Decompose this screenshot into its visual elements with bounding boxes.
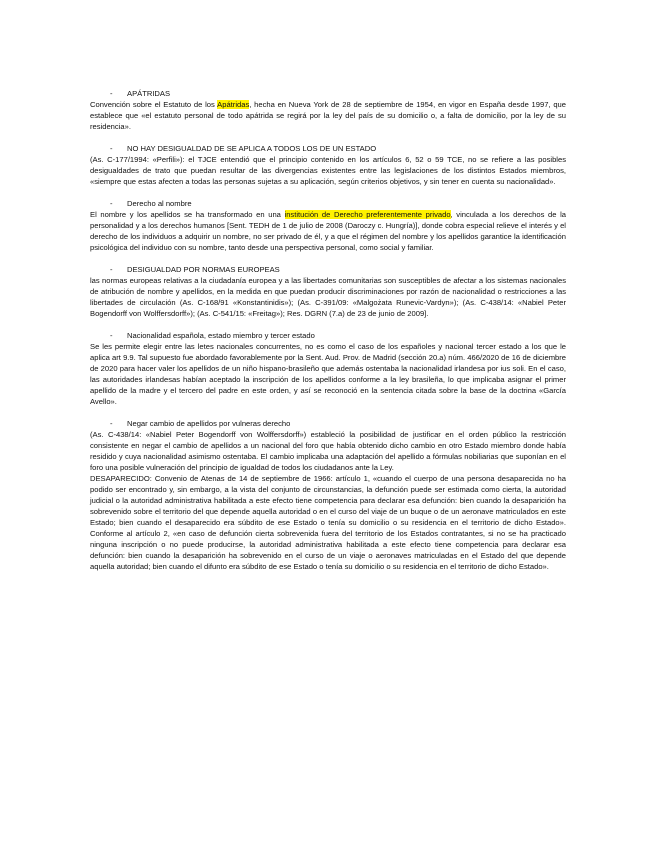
section-apatridas [90, 88, 566, 132]
text-run: , hecha en Nueva York de 28 de septiembre de 1954, en vigor en España desde 1997, que establece que «el estatuto personal de todo apátrida se regirá por la ley del país de su domicilio o, a falta de domicilio, por la ley de su residencia». [90, 100, 566, 131]
section-derecho-nombre [90, 198, 566, 253]
highlighted-text: Apátridas [217, 100, 250, 109]
heading-text: Nacionalidad española, estado miembro y tercer estado [127, 331, 315, 340]
text-run: , vinculada a los derechos de la personalidad y a los derechos humanos [Sent. TEDH de 1 de julio de 2008 (Daroczy c. Hungría)], donde cobra especial relieve el interés y el derecho de los individuos a adquirir un nombre, no ser privado de él, y a que el régimen del nombre y los apellidos garantice la identificación psicológica del individuo con su nombre, tanto desde una perspectiva personal, como social y familiar. [90, 210, 566, 252]
section-desigualdad-normas [90, 264, 566, 319]
paragraph [90, 209, 566, 253]
bullet-marker: - [110, 419, 113, 428]
bullet-marker: - [110, 265, 113, 274]
highlighted-text: institución de Derecho preferentemente privado [284, 210, 451, 219]
bullet-marker: - [110, 89, 113, 98]
section-nacionalidad [90, 330, 566, 407]
heading-text: NO HAY DESIGUALDAD DE SE APLICA A TODOS LOS DE UN ESTADO [127, 144, 377, 153]
paragraph: las normas europeas relativas a la ciudadanía europea y a las libertades comunitarias son susceptibles de afectar a los sistemas nacionales de atribución de nombre y apellidos, en la medida en que puedan producir discriminaciones por razón de nacionalidad o restricciones a las libertades de circulación (As. C-168/91 «Konstantinidis»); (As. C-391/09: «Malgożata Runevic-Vardyn»); (As. C-438/14: «Nabiel Peter Bogendorff von Wolffersdorff»); (As. C-541/15: «Freitag»); Res. DGRN (7.a) de 23 de junio de 2009]. [90, 276, 566, 318]
bullet-marker: - [110, 199, 113, 208]
section-cambio-apellidos [90, 418, 566, 572]
bullet-marker: - [110, 331, 113, 340]
paragraph: Se les permite elegir entre las letes nacionales concurrentes, no es como el caso de los españoles y nacional tercer estado a los que le aplica art 9.9. Tal supuesto fue abordado favorablemente por la Sent. Aud. Prov. de Madrid (sección 20.a) núm. 466/2020 de 16 de diciembre de 2020 para hacer valer los apellidos de un niño hispano-brasileño que además ostentaba la nacionalidad irlandesa por ius soli. En el caso, las autoridades irlandesas habían aceptado la inscripción de los apellidos conforme a la ley brasileña, lo que implicaba asignar el primer apellido de la madre y el tercero del padre en este orden, y así se reconoció en la sentencia citada sobre la base de la doctrina «García Avello». [90, 342, 566, 406]
section-heading [90, 418, 566, 429]
paragraph: (As. C-177/1994: «Perfili»): el TJCE entendió que el principio contenido en los artículos 6, 52 o 59 TCE, no se refiere a las posibles desigualdades de trato que puedan resultar de las divergencias existentes entre las legislaciones de los distintos Estados miembros, «siempre que estas afecten a todas las personas sujetas a su aplicación, según criterios objetivos, y sin tener en cuenta su nacionalidad». [90, 155, 566, 186]
bullet-marker: - [110, 144, 113, 153]
heading-text: DESIGUALDAD POR NORMAS EUROPEAS [127, 265, 280, 274]
heading-text: APÁTRIDAS [127, 89, 171, 98]
section-no-desigualdad [90, 143, 566, 187]
section-heading [90, 198, 566, 209]
paragraph-desaparecido: DESAPARECIDO: Convenio de Atenas de 14 de septiembre de 1966: artículo 1, «cuando el cuerpo de una persona desaparecida no ha podido ser encontrado y, sin embargo, a la vista del conjunto de circunstancias, la defunción puede ser estimada como cierta, la autoridad judicial o la autoridad administrativa habilitada a este efecto tiene competencia para declarar esa defunción: bien cuando la desaparición ha sobrevenido sobre el territorio del que depende aquella autoridad o en el curso del viaje de un buque o de un aeronave matriculados en este Estado; bien cuando el desaparecido era súbdito de ese Estado o tenía su domicilio o su residencia en el territorio de dicho Estado». Conforme al artículo 2, «en caso de defunción cierta sobrevenida fuera del territorio de los Estados contratantes, si no se ha practicado ninguna inscripción o no puede producirse, la autoridad administrativa habilitada a este efecto tiene competencia para declarar esa defunción: bien cuando la desaparición ha sobrevenido en el curso de un viaje o aeronaves matriculadas en el Estado del que depende aquella autoridad; bien cuando el difunto era súbdito de ese Estado o tenía su domicilio o su residencia en el territorio de dicho Estado». [90, 474, 566, 571]
section-heading [90, 264, 566, 275]
text-run: Convención sobre el Estatuto de los [90, 100, 218, 109]
document-page [90, 88, 566, 583]
heading-text: Derecho al nombre [127, 199, 192, 208]
section-heading [90, 88, 566, 99]
paragraph: (As. C-438/14: «Nabiel Peter Bogendorff von Wolffersdorff») estableció la posibilidad de justificar en el orden público la restricción consistente en negar el cambio de apellidos a un nacional del foro que había obtenido dicho cambio en otro Estado miembro donde había residido y cuya nacionalidad asimismo ostentaba. El cambio implicaba una adaptación del apellido a fórmulas nobiliarias que suponían en el foro una posible vulneración del principio de igualdad de todos los ciudadanos ante la Ley. [90, 430, 566, 472]
section-heading [90, 330, 566, 341]
text-run: El nombre y los apellidos se ha transformado en una [90, 210, 285, 219]
section-heading [90, 143, 566, 154]
heading-text: Negar cambio de apellidos por vulneras derecho [127, 419, 291, 428]
paragraph [90, 99, 566, 132]
